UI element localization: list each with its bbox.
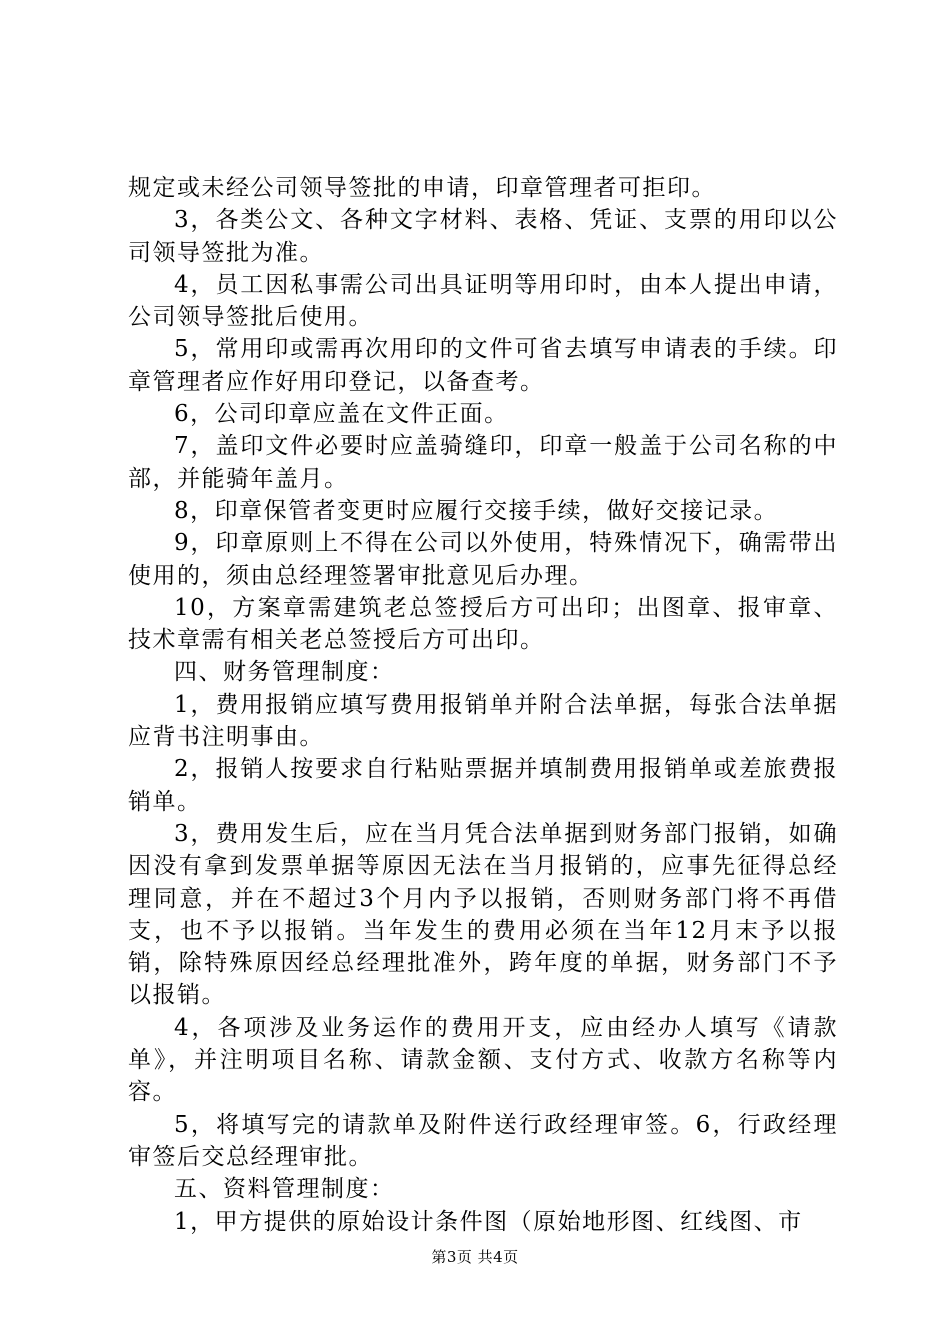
document-body: [128, 172, 838, 1238]
paragraph-8: 9，印章原则上不得在公司以外使用，特殊情况下，确需带出使用的，须由总经理签署审批意见后办理。: [128, 530, 838, 589]
paragraph-13: 3，费用发生后，应在当月凭合法单据到财务部门报销，如确因没有拿到发票单据等原因无法在当月报销的，应事先征得总经理同意，并在不超过3个月内予以报销，否则财务部门将不再借支，也不予以报销。当年发生的费用必须在当年12月末予以报销，除特殊原因经总经理批准外，跨年度的单据，财务部门不予以报销。: [128, 820, 838, 1009]
paragraph-15: 5，将填写完的请款单及附件送行政经理审签。6，行政经理审签后交总经理审批。: [128, 1111, 838, 1170]
paragraph-12: 2，报销人按要求自行粘贴票据并填制费用报销单或差旅费报销单。: [128, 756, 838, 815]
paragraph-17: 1，甲方提供的原始设计条件图（原始地形图、红线图、市: [174, 1208, 803, 1235]
paragraph-7: 8，印章保管者变更时应履行交接手续，做好交接记录。: [174, 497, 779, 524]
section-heading-finance: 四、财务管理制度：: [174, 659, 395, 686]
page-number-footer: 第3页 共4页: [431, 1248, 519, 1266]
paragraph-6: 7，盖印文件必要时应盖骑缝印，印章一般盖于公司名称的中部，并能骑年盖月。: [128, 433, 838, 492]
paragraph-3: 4，员工因私事需公司出具证明等用印时，由本人提出申请，公司领导签批后使用。: [128, 271, 838, 331]
paragraph-1: 规定或未经公司领导签批的申请，印章管理者可拒印。: [128, 175, 716, 201]
paragraph-9: 10，方案章需建筑老总签授后方可出印；出图章、报审章、技术章需有相关老总签授后方可出印。: [128, 594, 838, 654]
paragraph-5: 6，公司印章应盖在文件正面。: [174, 401, 509, 428]
paragraph-4: 5，常用印或需再次用印的文件可省去填写申请表的手续。印章管理者应作好用印登记，以备查考。: [128, 336, 838, 395]
paragraph-14: 4，各项涉及业务运作的费用开支，应由经办人填写《请款单》，并注明项目名称、请款金额、支付方式、收款方名称等内容。: [128, 1014, 838, 1106]
paragraph-11: 1，费用报销应填写费用报销单并附合法单据，每张合法单据应背书注明事由。: [128, 691, 838, 751]
paragraph-2: 3，各类公文、各种文字材料、表格、凭证、支票的用印以公司领导签批为准。: [128, 207, 838, 266]
section-heading-documents: 五、资料管理制度：: [174, 1176, 395, 1203]
